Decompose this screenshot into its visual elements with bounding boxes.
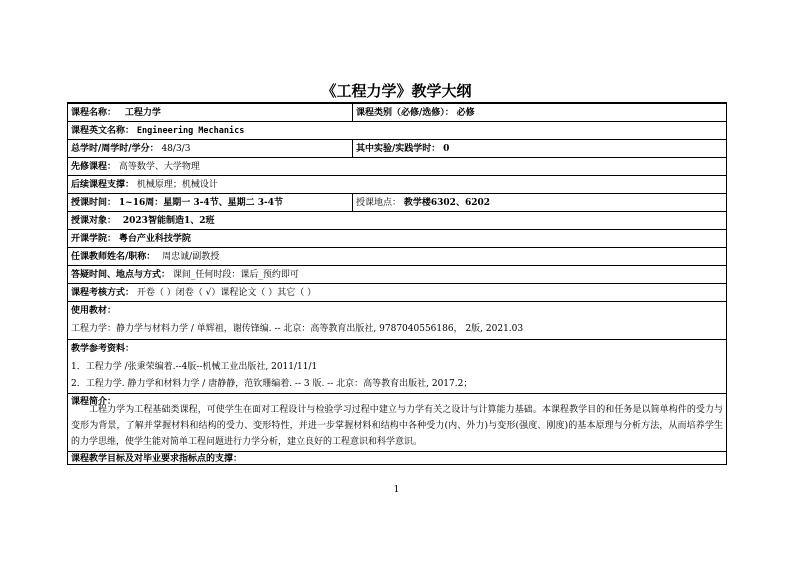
goals-label: 课程教学目标及对毕业要求指标点的支撑：	[71, 454, 243, 464]
textbook-line: 工程力学：静力学与材料力学 / 单辉祖，谢传锋编. -- 北京：高等教育出版社, 9787040556186， 2版, 2021.03	[71, 324, 524, 334]
intro-label: 课程简介：	[71, 397, 117, 407]
teacher-label: 任课教师姓名/职称：	[71, 252, 156, 262]
textbook-label: 使用教材：	[71, 306, 117, 316]
row-students	[67, 211, 727, 229]
page-number: 1	[393, 485, 400, 495]
lab-hours-value: 0	[443, 144, 450, 154]
exam-value: 开卷（ ）闭卷（ √）课程论文（ ）其它（ ）	[136, 288, 317, 298]
row-prereq	[67, 157, 727, 175]
row-exam	[67, 283, 727, 301]
row-course-name	[67, 102, 727, 121]
hours-label: 总学时/周学时/学分：	[71, 144, 159, 154]
row-goals	[67, 451, 727, 465]
college-label: 开课学院：	[71, 234, 117, 244]
time-value: 1~16周：星期一 3-4节、星期二 3-4节	[118, 198, 284, 208]
course-en-value: Engineering Mechanics	[136, 126, 245, 136]
course-name-value: 工程力学	[124, 108, 161, 118]
intro-paragraph: 工程力学为工程基础类课程，可使学生在面对工程设计与检验学习过程中建立与力学有关之设计与计算能力基础。本课程教学目的和任务是以简单构件的受力与变形为背景，了解并掌握材料和结构的受力、变形特性，并进一步掌握材料和结构中各种受力(内、外力)与变形(强度、刚度)的基本原理与分析方法，从而培养学生的力学思维，使学生能对简单工程问题进行力学分析，建立良好的工程意识和科学意识。	[71, 405, 723, 447]
row-teacher	[67, 247, 727, 265]
hours-value: 48/3/3	[161, 144, 191, 154]
qa-label: 答疑时间、地点与方式：	[71, 270, 171, 280]
document-title: 《工程力学》教学大纲	[321, 82, 472, 100]
row-followup	[67, 175, 727, 193]
exam-label: 课程考核方式：	[71, 288, 135, 298]
students-label: 授课对象：	[71, 216, 117, 226]
row-textbook	[67, 301, 727, 339]
course-type-label: 课程类别（必修/选修）：	[356, 108, 454, 118]
row-course-en	[67, 121, 727, 139]
qa-value: 课间_任何时段：课后_预约即可	[172, 270, 299, 280]
followup-value: 机械原理；机械设计	[136, 180, 218, 190]
course-en-label: 课程英文名称：	[71, 126, 135, 136]
followup-label: 后续课程支撑：	[71, 180, 135, 190]
reference-item: 2．工程力学. 静力学和材料力学 / 唐静静，范钦珊编着. -- 3 版. -- 北京：高等教育出版社, 2017.2；	[71, 379, 473, 389]
reference-item: 1．工程力学 /张秉荣编着.--4版--机械工业出版社, 2011/11/1	[71, 362, 318, 372]
place-value: 教学楼6302、6202	[403, 198, 490, 208]
students-value: 2023智能制造1、2班	[122, 216, 215, 226]
references-label: 教学参考资料：	[71, 344, 135, 354]
row-time-place	[67, 193, 727, 211]
college-value: 粤台产业科技学院	[118, 234, 191, 244]
row-college	[67, 229, 727, 247]
row-references	[67, 339, 727, 393]
time-label: 授课时间：	[71, 198, 117, 208]
prereq-value: 高等数学、大学物理	[118, 162, 200, 172]
prereq-label: 先修课程：	[71, 162, 117, 172]
course-name-label: 课程名称：	[71, 108, 117, 118]
place-label: 授课地点：	[356, 198, 402, 208]
row-intro	[67, 393, 727, 451]
row-qa	[67, 265, 727, 283]
course-type-value: 必修	[456, 108, 475, 118]
teacher-value: 周忠诚/副教授	[162, 252, 220, 262]
row-hours	[67, 139, 727, 157]
lab-hours-label: 其中实验/实践学时：	[356, 144, 441, 154]
